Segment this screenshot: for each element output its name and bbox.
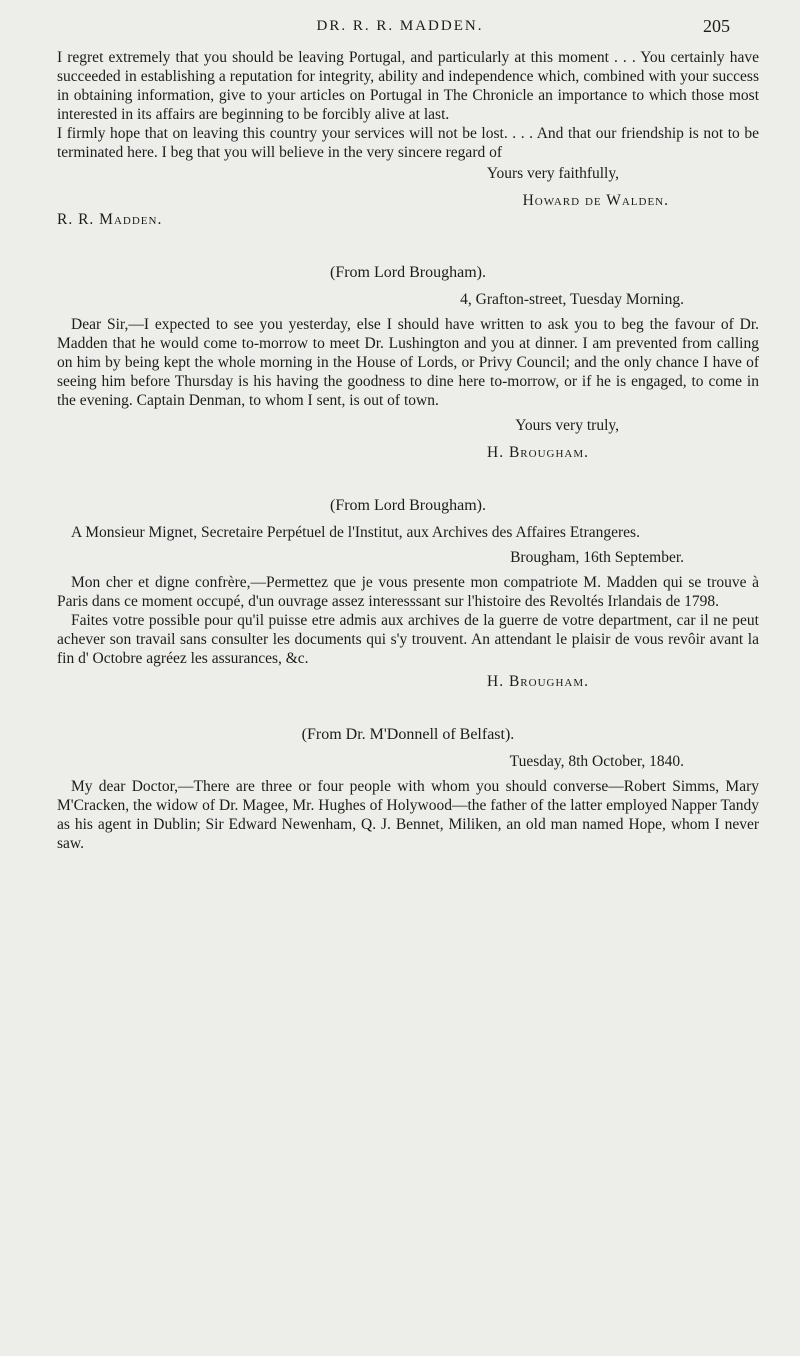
letter-heading: (From Dr. M'Donnell of Belfast).	[301, 726, 515, 743]
letter-heading: (From Lord Brougham).	[330, 264, 486, 281]
paragraph: Mon cher et digne confrère,—Permettez que je vous presente mon compatriote M. Madden qui se trouve à Paris dans ce moment occupé, d'un ouvrage assez interesssant sur l'histoire des Revoltés Irlandais de 1798.	[57, 574, 759, 610]
letter-de-walden	[57, 48, 759, 229]
addressee: R. R. Madden.	[57, 211, 163, 228]
paragraph: Dear Sir,—I expected to see you yesterday, else I should have written to ask you to beg the favour of Dr. Madden that he would come to-morrow to meet Dr. Lushington and you at dinner. I am prevented from calling on him by being kept the whole morning in the House of Lords, or Privy Council; and the only chance I have of seeing him before Thursday is his having the goodness to dine here to-morrow, or if he is engaged, to come in the evening. Captain Denman, to whom I sent, is out of town.	[57, 316, 759, 409]
dateline: Tuesday, 8th October, 1840.	[509, 753, 684, 770]
letter-brougham-1	[57, 263, 759, 462]
signature: H. Brougham.	[487, 673, 589, 690]
signature: H. Brougham.	[487, 444, 589, 461]
closing: Yours very truly,	[515, 417, 619, 434]
paragraph: I regret extremely that you should be leaving Portugal, and particularly at this moment . . . You certainly have succeeded in establishing a reputation for integrity, ability and independence which, combined with your success in obtaining information, give to your articles on Portugal in The Chronicle an importance to which those most interested in its affairs are beginning to be forcibly alive at last.	[57, 49, 759, 123]
page-body	[57, 48, 759, 853]
running-title: DR. R. R. MADDEN.	[316, 18, 484, 34]
paragraph: My dear Doctor,—There are three or four people with whom you should converse—Robert Simms, Mary M'Cracken, the widow of Dr. Magee, Mr. Hughes of Holywood—the father of the latter employed Napper Tandy as his agent in Dublin; Sir Edward Newenham, Q. J. Bennet, Miliken, an old man named Hope, whom I never saw.	[57, 778, 759, 852]
closing: Yours very faithfully,	[486, 165, 619, 182]
page-number: 205	[703, 16, 730, 36]
letter-brougham-2	[57, 496, 759, 691]
letter-mdonnell	[57, 725, 759, 853]
paragraph: Faites votre possible pour qu'il puisse etre admis aux archives de la guerre de votre department, car il ne peut achever son travail sans consulter les documents qui s'y trouvent. An attendant le plaisir de vous revôir avant la fin d' Octobre agréez les assurances, &c.	[57, 612, 759, 667]
address: A Monsieur Mignet, Secretaire Perpétuel de l'Institut, aux Archives des Affaires Etrangeres.	[71, 524, 640, 541]
signature: Howard de Walden.	[522, 192, 669, 209]
paragraph: I firmly hope that on leaving this country your services will not be lost. . . . And that our friendship is not to be terminated here. I beg that you will believe in the very sincere regard of	[57, 125, 759, 161]
running-header	[0, 14, 800, 38]
letter-heading: (From Lord Brougham).	[330, 497, 486, 514]
dateline: Brougham, 16th September.	[510, 549, 684, 566]
dateline: 4, Grafton-street, Tuesday Morning.	[460, 291, 684, 308]
